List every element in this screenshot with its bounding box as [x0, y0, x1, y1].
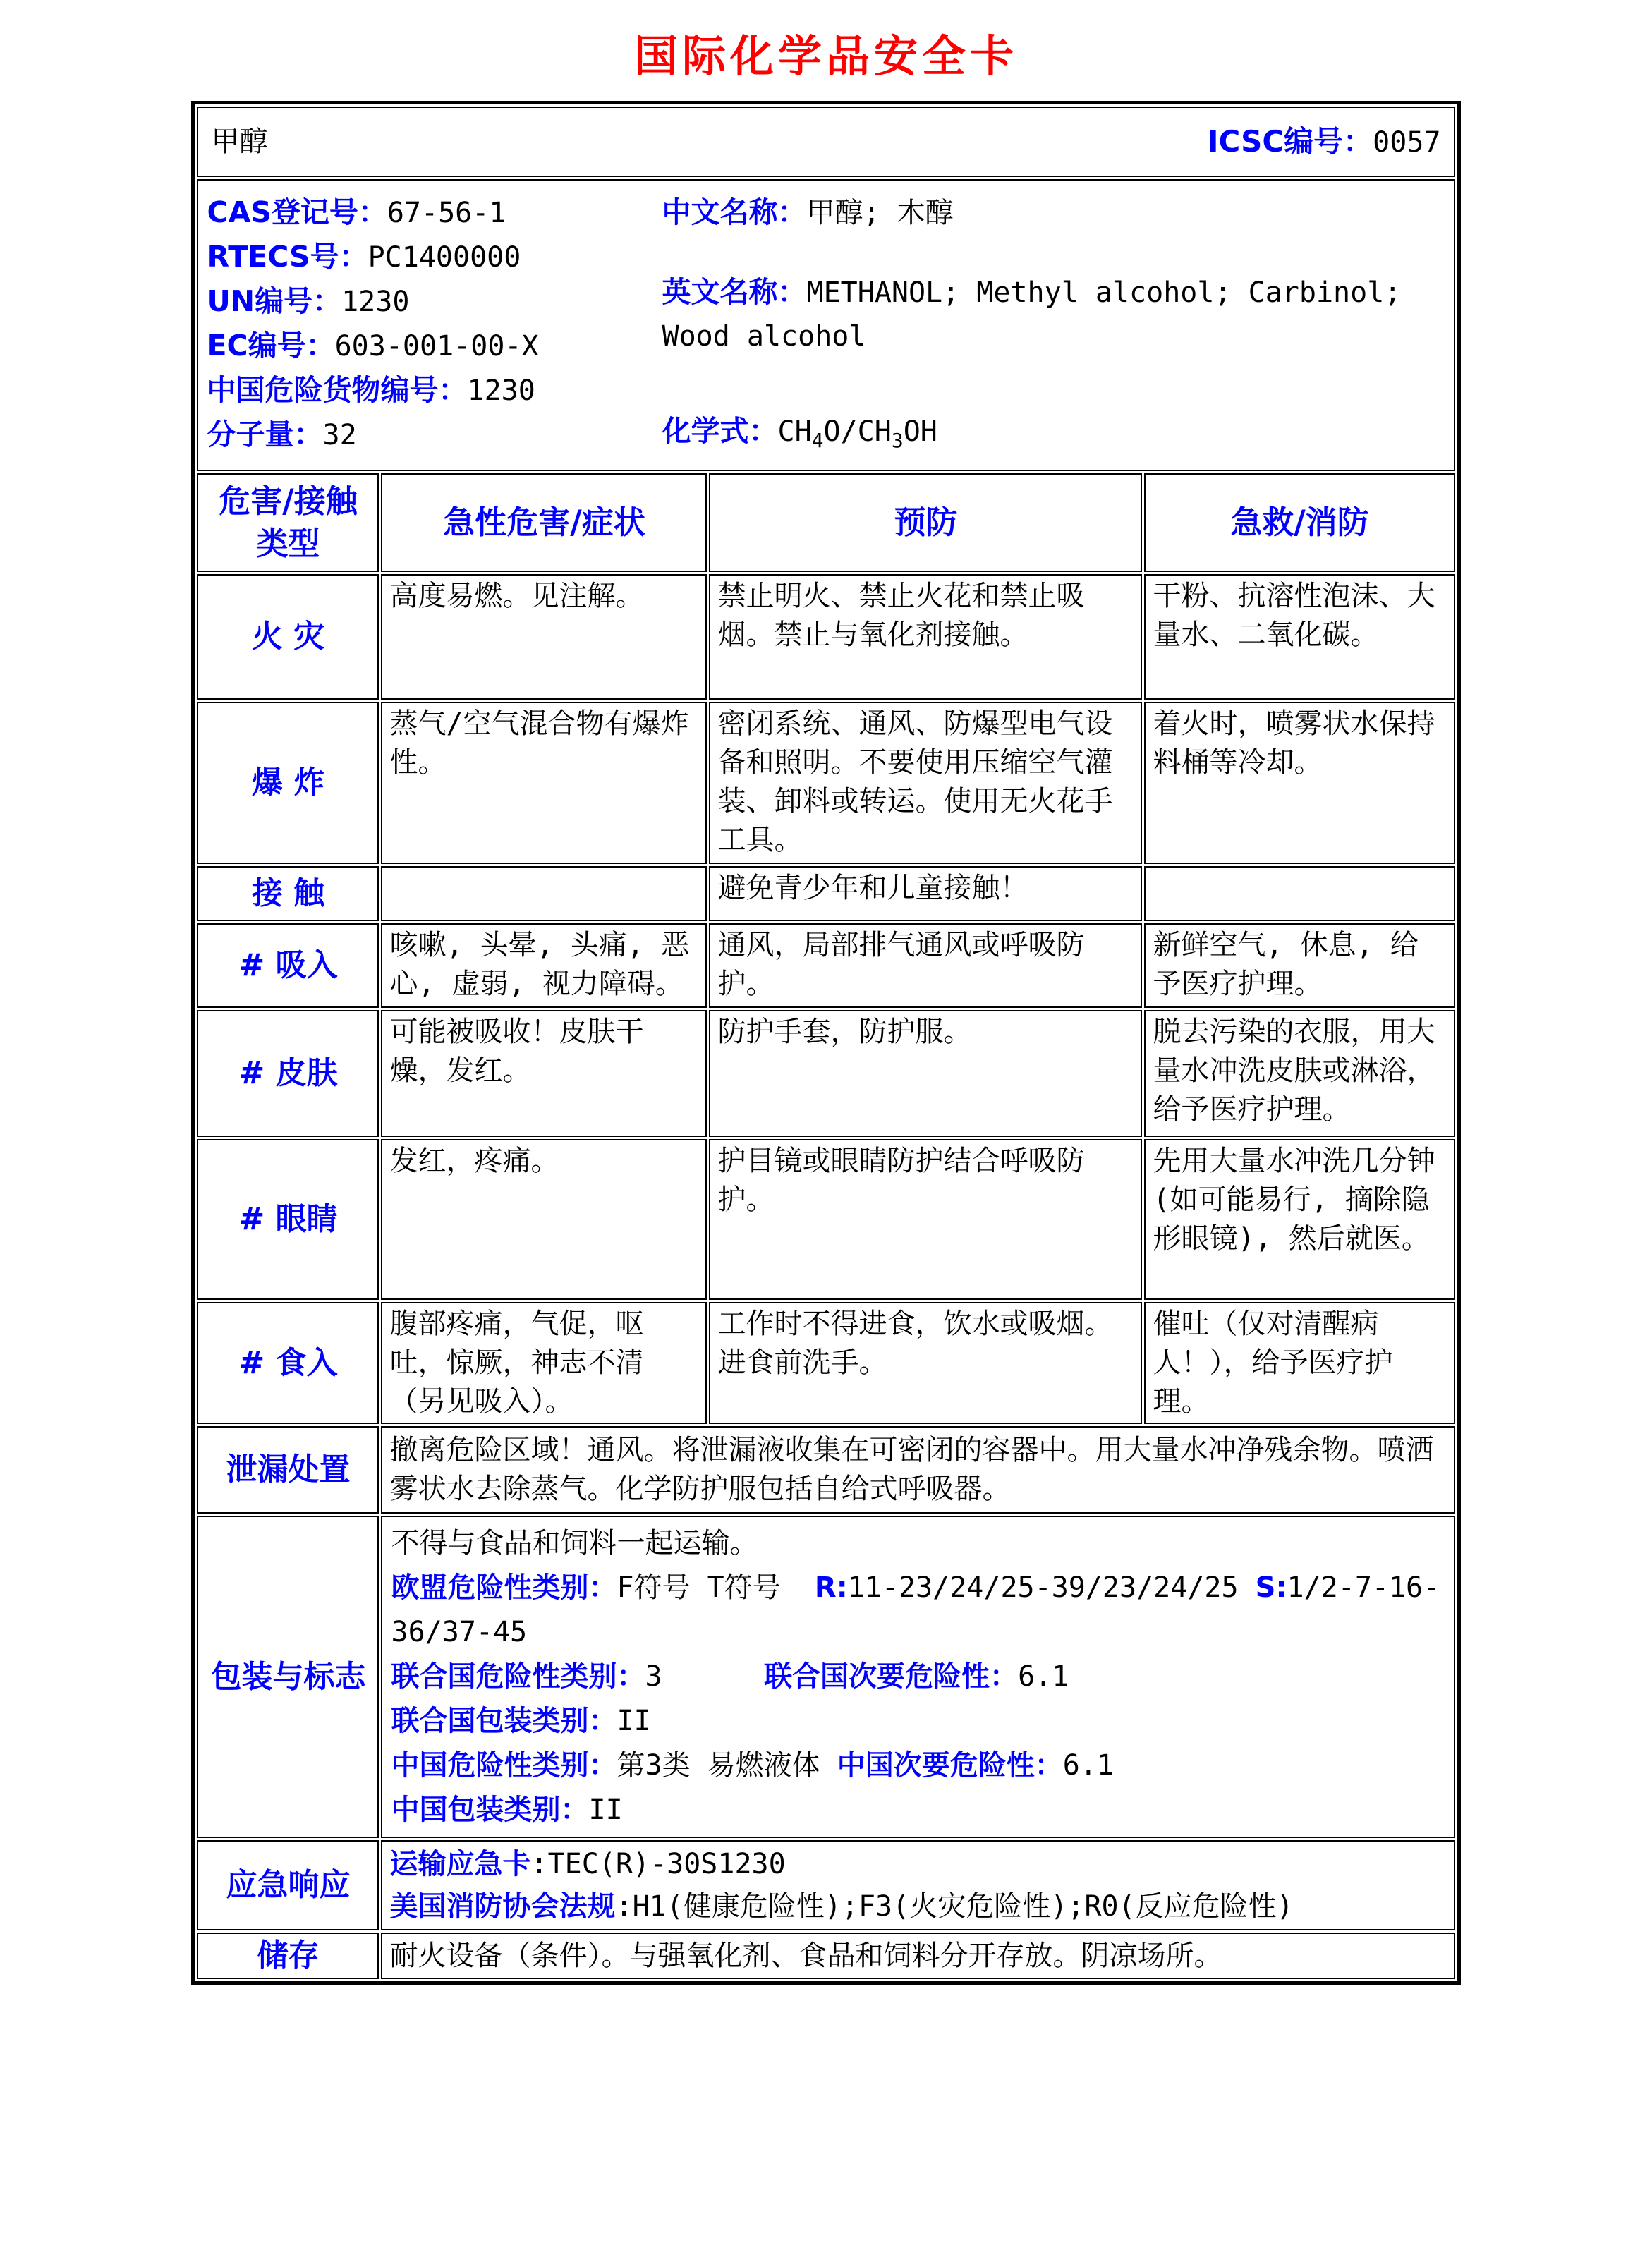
symptoms-cell: 高度易燃。见注解。: [381, 574, 707, 700]
header-cell-hazard-type: 危害/接触类型: [197, 473, 379, 572]
row-label: # 食入: [197, 1302, 379, 1424]
identification-section: [207, 190, 1445, 457]
hazard-row-explosion: [197, 702, 1454, 864]
chemical-name: 甲醇: [211, 125, 268, 158]
first-aid-cell: 先用大量水冲洗几分钟(如可能易行, 摘除隐形眼镜), 然后就医。: [1144, 1139, 1454, 1300]
field-value: 603-001-00-X: [334, 330, 539, 363]
field-value: 67-56-1: [387, 197, 506, 229]
field-value: 32: [322, 419, 357, 451]
hazard-row-skin: [197, 1010, 1454, 1137]
first-aid-cell: 催吐（仅对清醒病人！），给予医疗护理。: [1144, 1302, 1454, 1424]
row-label: 火 灾: [197, 574, 379, 700]
id-field-en-name: [662, 270, 1445, 358]
field-value: 甲醇; 木醇: [806, 197, 954, 229]
packaging-line: 不得与食品和饲料一起运输。: [391, 1527, 758, 1559]
hazard-header-row: [197, 473, 1454, 572]
first-aid-cell: [1144, 866, 1454, 921]
field-value: $CH_4O/CH_3OH$: [777, 415, 937, 452]
symptoms-cell: 可能被吸收！皮肤干燥，发红。: [381, 1010, 707, 1137]
field-label: CAS登记号：: [207, 195, 387, 229]
spill-text: 撤离危险区域！通风。将泄漏液收集在可密闭的容器中。用大量水冲净残余物。喷洒雾状水去除蒸气。化学防护服包括自给式呼吸器。: [381, 1426, 1454, 1514]
hazard-row-inhalation: [197, 923, 1454, 1008]
field-label: EC编号：: [207, 329, 335, 363]
prevention-cell: 护目镜或眼睛防护结合呼吸防护。: [709, 1139, 1142, 1300]
emergency-line: 运输应急卡:TEC(R)-30S1230: [389, 1848, 786, 1880]
packaging-row: [197, 1516, 1454, 1838]
spill-label: 泄漏处置: [197, 1426, 379, 1514]
header-cell-symptoms: 急性危害/症状: [381, 473, 707, 572]
field-label: 化学式：: [662, 414, 778, 448]
id-field-molecular-weight: [207, 413, 662, 457]
field-label: 英文名称：: [662, 275, 807, 309]
packaging-line: 中国危险性类别：第3类 易燃液体 中国次要危险性：6.1: [391, 1749, 1114, 1782]
card-header-row: [197, 107, 1454, 177]
packaging-line: 联合国危险性类别：3 联合国次要危险性：6.1: [391, 1660, 1069, 1693]
identification-left-column: [207, 190, 662, 457]
id-field-cn-name: [662, 190, 1445, 235]
symptoms-cell: 咳嗽, 头晕, 头痛, 恶心, 虚弱, 视力障碍。: [381, 923, 707, 1008]
identification-row: [197, 179, 1454, 471]
row-label: 爆 炸: [197, 702, 379, 864]
field-label: 分子量：: [207, 418, 323, 451]
emergency-label: 应急响应: [197, 1840, 379, 1930]
symptoms-cell: 发红，疼痛。: [381, 1139, 707, 1300]
spill-disposal-row: [197, 1426, 1454, 1514]
id-field-un: [207, 279, 662, 324]
row-label: 接 触: [197, 866, 379, 921]
hazard-row-exposure: [197, 866, 1454, 921]
packaging-line: 联合国包装类别：II: [391, 1705, 651, 1737]
row-label: # 眼睛: [197, 1139, 379, 1300]
storage-label: 储存: [197, 1933, 379, 1979]
icsc-number-value: 0057: [1373, 126, 1441, 159]
id-field-ec: [207, 324, 662, 368]
icsc-card-table: [191, 101, 1460, 1985]
field-label: UN编号：: [207, 284, 342, 318]
field-label: 中文名称：: [662, 195, 807, 229]
prevention-cell: 工作时不得进食，饮水或吸烟。进食前洗手。: [709, 1302, 1142, 1424]
id-field-rtecs: [207, 235, 662, 279]
page-title: 国际化学品安全卡: [633, 30, 1018, 82]
field-value: METHANOL; Methyl alcohol; Carbinol; Wood alcohol: [662, 276, 1402, 353]
prevention-cell: 密闭系统、通风、防爆型电气设备和照明。不要使用压缩空气灌装、卸料或转运。使用无火花手工具。: [709, 702, 1142, 864]
symptoms-cell: 腹部疼痛，气促，呕吐，惊厥，神志不清（另见吸入）。: [381, 1302, 707, 1424]
first-aid-cell: 脱去污染的衣服，用大量水冲洗皮肤或淋浴，给予医疗护理。: [1144, 1010, 1454, 1137]
symptoms-cell: 蒸气/空气混合物有爆炸性。: [381, 702, 707, 864]
row-label: # 吸入: [197, 923, 379, 1008]
symptoms-cell: [381, 866, 707, 921]
id-field-cas: [207, 190, 662, 235]
emergency-lines: [381, 1840, 1454, 1930]
packaging-line: 中国包装类别：II: [391, 1794, 623, 1826]
id-field-formula: [662, 409, 1445, 454]
hazard-row-fire: [197, 574, 1454, 700]
hazard-row-ingestion: [197, 1302, 1454, 1424]
field-label: 中国危险货物编号：: [207, 373, 468, 407]
emergency-line: 美国消防协会法规:H1(健康危险性);F3(火灾危险性);R0(反应危险性): [389, 1890, 1294, 1923]
storage-row: [197, 1933, 1454, 1979]
field-value: 1230: [341, 286, 410, 318]
field-value: 1230: [467, 375, 535, 407]
prevention-cell: 禁止明火、禁止火花和禁止吸烟。禁止与氧化剂接触。: [709, 574, 1142, 700]
row-label: # 皮肤: [197, 1010, 379, 1137]
emergency-response-row: [197, 1840, 1454, 1930]
prevention-cell: 防护手套，防护服。: [709, 1010, 1142, 1137]
hazard-row-eyes: [197, 1139, 1454, 1300]
field-value: PC1400000: [368, 241, 521, 274]
icsc-number: [1208, 122, 1441, 162]
icsc-number-label: ICSC编号：: [1207, 123, 1373, 159]
identification-right-column: [662, 190, 1445, 457]
prevention-cell: 避免青少年和儿童接触！: [709, 866, 1142, 921]
field-label: RTECS号：: [207, 240, 368, 274]
storage-text: 耐火设备（条件）。与强氧化剂、食品和饲料分开存放。阴凉场所。: [381, 1933, 1454, 1979]
header-cell-prevention: 预防: [709, 473, 1142, 572]
packaging-label: 包装与标志: [197, 1516, 379, 1838]
prevention-cell: 通风，局部排气通风或呼吸防护。: [709, 923, 1142, 1008]
packaging-line: 欧盟危险性类别：F符号 T符号 R:11-23/24/25-39/23/24/25 S:1/2-7-16-36/37-45: [391, 1571, 1440, 1648]
packaging-lines: [381, 1516, 1454, 1838]
header-cell-first-aid: 急救/消防: [1144, 473, 1454, 572]
first-aid-cell: 新鲜空气, 休息, 给予医疗护理。: [1144, 923, 1454, 1008]
first-aid-cell: 干粉、抗溶性泡沫、大量水、二氧化碳。: [1144, 574, 1454, 700]
first-aid-cell: 着火时，喷雾状水保持料桶等冷却。: [1144, 702, 1454, 864]
id-field-cn-dangerous-goods: [207, 368, 662, 413]
